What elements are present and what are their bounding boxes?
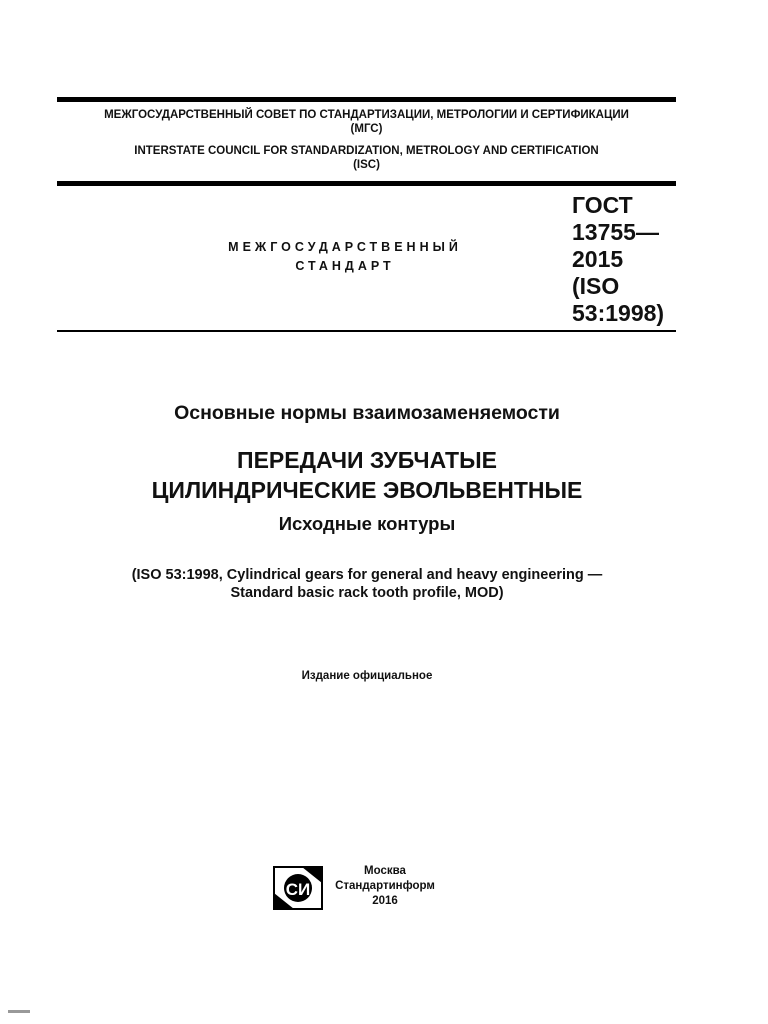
council-name-en-line1: INTERSTATE COUNCIL FOR STANDARDIZATION, METROLOGY AND CERTIFICATION [134, 145, 599, 157]
publisher-block [335, 864, 435, 909]
document-title [0, 445, 734, 505]
gost-line2: 13755— [572, 219, 659, 245]
gost-line4: (ISO [572, 273, 620, 299]
standard-type-line1: МЕЖГОСУДАРСТВЕННЫЙ [228, 240, 462, 254]
svg-text:СИ: СИ [285, 880, 311, 899]
scan-mark [8, 1010, 30, 1013]
bottom-rule [57, 330, 676, 332]
document-title-line2: ЦИЛИНДРИЧЕСКИЕ ЭВОЛЬВЕНТНЫЕ [151, 477, 583, 503]
council-name-en [57, 144, 676, 172]
gost-line1: ГОСТ [572, 192, 633, 218]
gost-line5: 53:1998) [572, 300, 665, 326]
edition-note: Издание официальное [301, 670, 433, 682]
publisher-city: Москва [364, 865, 406, 877]
gost-designation [572, 192, 664, 327]
middle-rule [57, 181, 676, 186]
council-abbr-ru: (МГС) [350, 123, 383, 135]
gost-line3: 2015 [572, 246, 624, 272]
standard-type-line2: СТАНДАРТ [295, 259, 395, 273]
publisher-name: Стандартинформ [335, 880, 435, 892]
document-title-line1: ПЕРЕДАЧИ ЗУБЧАТЫЕ [237, 447, 497, 473]
document-section-title: Исходные контуры [278, 513, 456, 534]
iso-reference-line2: Standard basic rack tooth profile, MOD) [230, 585, 504, 601]
iso-reference [0, 566, 734, 602]
document-subtitle: Основные нормы взаимозаменяемости [174, 402, 560, 424]
top-rule [57, 97, 676, 102]
standartinform-logo-icon [273, 866, 323, 910]
council-name-ru [57, 108, 676, 136]
iso-reference-line1: (ISO 53:1998, Cylindrical gears for general and heavy engineering — [131, 567, 603, 583]
council-abbr-en: (ISC) [353, 159, 380, 171]
publisher-year: 2016 [372, 895, 398, 907]
council-name-ru-line1: МЕЖГОСУДАРСТВЕННЫЙ СОВЕТ ПО СТАНДАРТИЗАЦИИ, МЕТРОЛОГИИ И СЕРТИФИКАЦИИ [104, 109, 629, 121]
standard-type [150, 238, 540, 276]
